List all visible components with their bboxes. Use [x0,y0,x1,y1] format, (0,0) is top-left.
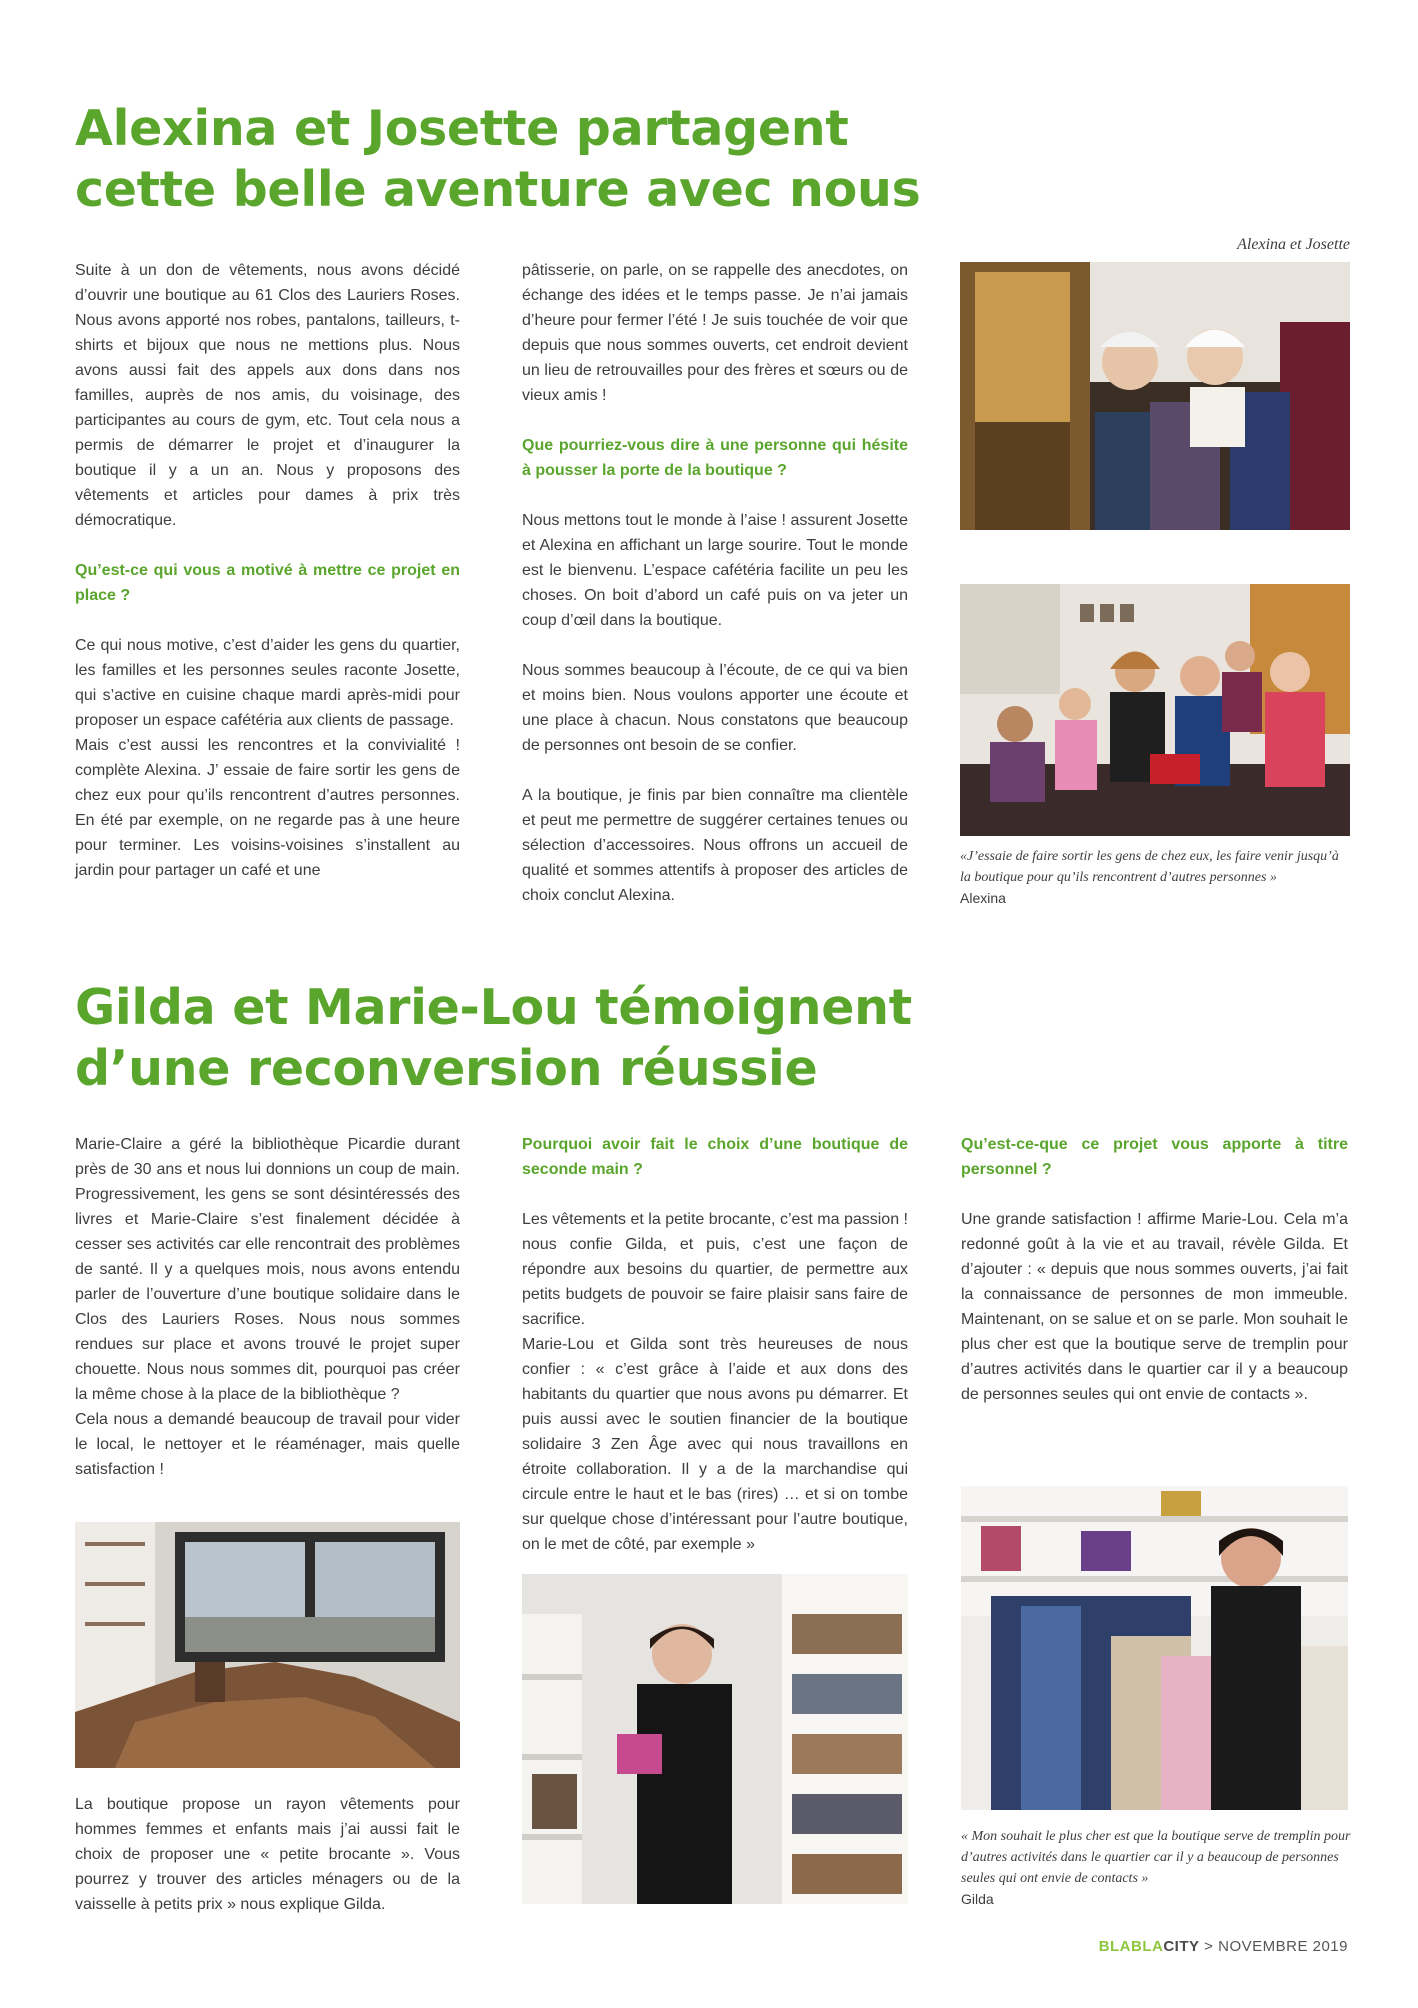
article2-column-1-bottom: La boutique propose un rayon vêtements pour hommes femmes et enfants mais j’ai aussi fait le choix de proposer une « petite brocante ». Vous pourrez y trouver des articles ménagers ou de la vaisselle à petits prix » nous explique Gilda. [75,1796,460,1913]
article2-title: Gilda et Marie-Lou témoignent d’une reconversion réussie [75,979,912,1097]
question-heading: Qu’est-ce-que ce projet vous apporte à titre personnel ? [961,1136,1348,1178]
paragraph: Nous sommes beaucoup à l’écoute, de ce qui va bien et moins bien. Nous voulons apporter une écoute et une place à chacun. Nous constatons que beaucoup de personnes ont besoin de se confier. [522,662,908,754]
paragraph: Une grande satisfaction ! affirme Marie-Lou. Cela m’a redonné goût à la vie et au travail, révèle Gilda. Et d’ajouter : « depuis que nous sommes ouverts, j’ai fait la connaissance de personnes de mon immeuble. Maintenant, on se salue et on se parle. Mon souhait le plus cher est que la boutique serve de tremplin pour d’autres activités dans le quartier car il y a beaucoup de personnes seules qui ont envie de contacts ». [961,1211,1348,1403]
photo-woman-clothes [961,1486,1348,1810]
article2-caption: « Mon souhait le plus cher est que la boutique serve de tremplin pour d’autres activités dans le quartier car il y a beaucoup de personnes seules qui ont envie de contacts » Gilda [961,1829,1351,1907]
article2-column-1 [75,1132,460,1507]
article1-column-2 [522,258,908,933]
paragraph: Nous mettons tout le monde à l’aise ! assurent Josette et Alexina en affichant un large sourire. Tout le monde est le bienvenu. L’espace cafétéria facilite un peu les choses. On boit d’abord un café puis on va jeter un coup d’œil dans la boutique. [522,512,908,629]
paragraph: Mais c’est aussi les rencontres et la convivialité ! complète Alexina. J’ essaie de faire sortir les gens de chez eux pour qu’ils rencontrent d’autres personnes. En été par exemple, on ne regarde pas à une heure pour terminer. Les voisins-voisines s’installent au jardin pour partager un café et une [75,737,460,879]
paragraph: Cela nous a demandé beaucoup de travail pour vider le local, le nettoyer et le réaménager, mais quelle satisfaction ! [75,1411,460,1478]
photo-books [75,1522,460,1768]
question-heading: Qu’est-ce qui vous a motivé à mettre ce projet en place ? [75,562,460,604]
article2-column-2 [522,1132,908,1582]
article1-title: Alexina et Josette partagent cette belle aventure avec nous [75,100,921,218]
question-heading: Que pourriez-vous dire à une personne qui hésite à pousser la porte de la boutique ? [522,437,908,479]
paragraph: Marie-Claire a géré la bibliothèque Picardie durant près de 30 ans et nous lui donnions un coup de main. Progressivement, les gens se sont désintéressés des livres et Marie-Claire s’est finalement décidée à cesser ses activités car elle rencontrait des problèmes de santé. Il y a quelques mois, nous avons entendu parler de l’ouverture d’une boutique solidaire dans le Clos des Lauriers Roses. Nous nous sommes rendues sur place et avons trouvé le projet super chouette. Nous nous sommes dit, pourquoi pas créer la même chose à la place de la bibliothèque ? [75,1136,460,1403]
paragraph: A la boutique, je finis par bien connaître ma clientèle et peut me permettre de suggérer certaines tenues ou sélection d’accessoires. Nous offrons un accueil de qualité et sommes attentifs à proposer des articles de choix conclut Alexina. [522,787,908,904]
photo-woman-bookshelf [522,1574,908,1904]
brand-logo: BLABLACITY [1098,1938,1200,1955]
question-heading: Pourquoi avoir fait le choix d’une boutique de seconde main ? [522,1136,908,1178]
article1-column-1 [75,258,460,908]
page-footer: BLABLACITY > NOVEMBRE 2019 [1098,1938,1348,1955]
photo-alexina-josette [960,262,1350,530]
paragraph: Suite à un don de vêtements, nous avons décidé d’ouvrir une boutique au 61 Clos des Lauriers Roses. Nous avons apporté nos robes, pantalons, tailleurs, t-shirts et bijoux que nous ne mettions plus. Nous avons aussi fait des appels aux dons dans nos familles, auprès de nos amis, du voisinage, des participantes au cours de gym, etc. Tout cela nous a permis de démarrer le projet et d’inaugurer la boutique il y a un an. Nous y proposons des vêtements et articles pour dames à prix très démocratique. [75,262,460,529]
photo-group [960,584,1350,836]
paragraph: pâtisserie, on parle, on se rappelle des anecdotes, on échange des idées et le temps passe. Je n’ai jamais d’heure pour fermer l’été ! Je suis touchée de voir que depuis que nous sommes ouverts, cet endroit devient un lieu de retrouvailles pour des frères et sœurs ou de vieux amis ! [522,262,908,404]
paragraph: Les vêtements et la petite brocante, c’est ma passion ! nous confie Gilda, et puis, c’est une façon de répondre aux besoins du quartier, de permettre aux petits budgets de pouvoir se faire plaisir sans faire de sacrifice. [522,1211,908,1328]
photo-label: Alexina et Josette [1237,236,1350,253]
paragraph: Marie-Lou et Gilda sont très heureuses de nous confier : « c’est grâce à l’aide et aux dons des habitants du quartier que nous avons pu démarrer. Et puis aussi avec le soutien financier de la boutique solidaire 3 Zen Âge avec qui nous travaillons en étroite collaboration. Il y a de la marchandise qui circule entre le haut et le bas (rires) … et si on tombe sur quelque chose d’intéressant pour l’autre boutique, on le met de côté, par exemple » [522,1336,908,1553]
article1-caption: «J’essaie de faire sortir les gens de chez eux, les faire venir jusqu’à la boutique pour qu’ils rencontrent d’autres personnes » Alexina [960,849,1339,906]
article2-column-3 [961,1132,1348,1432]
paragraph: Ce qui nous motive, c’est d’aider les gens du quartier, les familles et les personnes seules raconte Josette, qui s’active en cuisine chaque mardi après-midi pour proposer un espace cafétéria aux clients de passage. [75,637,460,729]
